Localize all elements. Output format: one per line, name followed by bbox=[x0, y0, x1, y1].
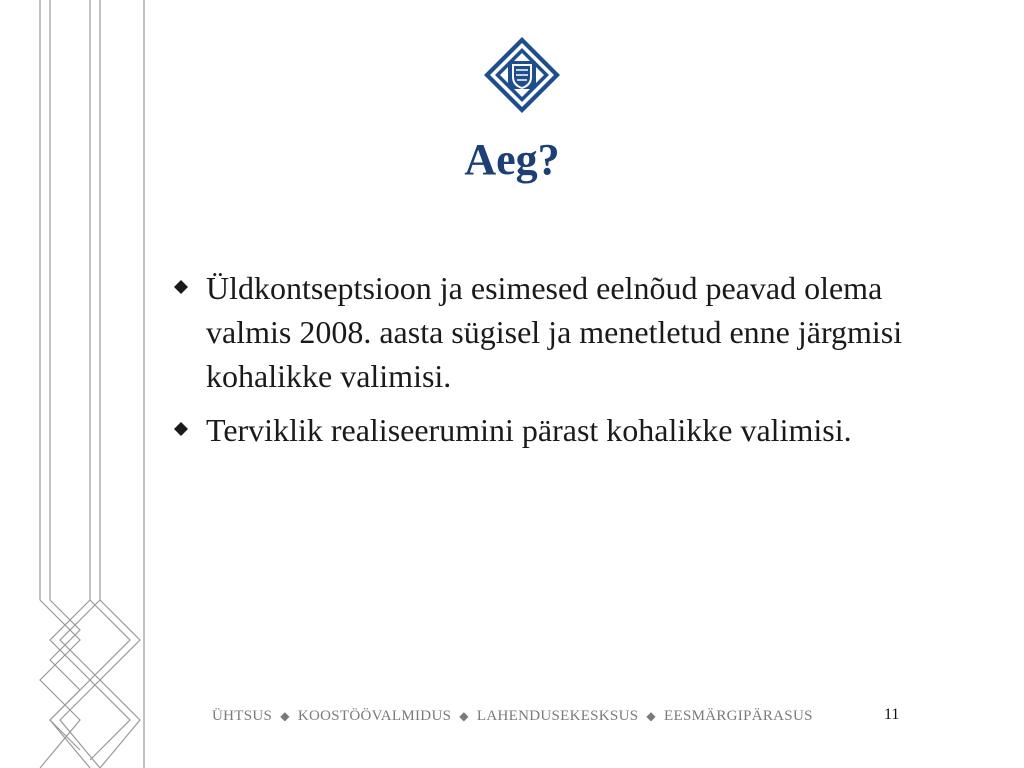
bullet-item bbox=[174, 408, 974, 452]
footer-separator-icon: ◆ bbox=[280, 709, 290, 723]
footer-word: KOOSTÖÖVALMIDUS bbox=[297, 708, 452, 724]
bullet-text: Terviklik realiseerumini pärast kohalikke valimisi. bbox=[206, 412, 852, 448]
diamond-bullet-icon bbox=[174, 280, 188, 294]
slide-title: Aeg? bbox=[464, 135, 560, 184]
bullet-text: Üldkontseptsioon ja esimesed eelnõud peavad olema valmis 2008. aasta sügisel ja menetletud enne järgmisi kohalikke valimisi. bbox=[206, 270, 903, 394]
coat-of-arms-logo bbox=[484, 37, 560, 113]
footer-values bbox=[212, 708, 813, 725]
footer-word: ÜHTSUS bbox=[212, 708, 273, 724]
bullet-list bbox=[174, 266, 974, 462]
footer-word: LAHENDUSEKESKSUS bbox=[476, 708, 639, 724]
footer-separator-icon: ◆ bbox=[459, 709, 469, 723]
left-ornament-decoration bbox=[0, 0, 160, 768]
page-number: 11 bbox=[884, 706, 900, 723]
footer-separator-icon: ◆ bbox=[646, 709, 656, 723]
bullet-item bbox=[174, 266, 974, 398]
footer-word: EESMÄRGIPÄRASUS bbox=[664, 708, 813, 724]
diamond-bullet-icon bbox=[174, 422, 188, 436]
